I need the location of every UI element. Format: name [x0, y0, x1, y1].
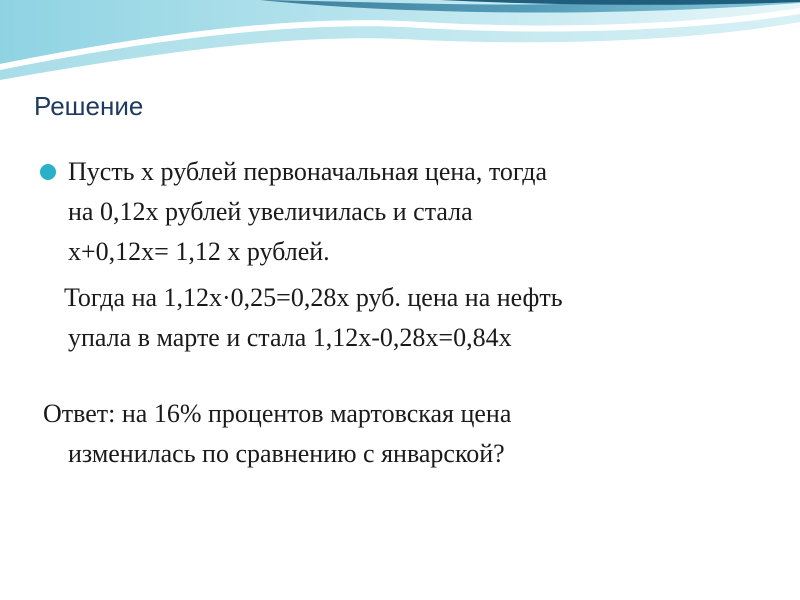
bullet-line: Пусть х рублей первоначальная цена, тогда [68, 157, 547, 186]
bullet-dot-icon [40, 164, 56, 180]
slide-title: Решение [34, 91, 144, 121]
answer-paragraph [34, 394, 764, 474]
answer-line: изменилась по сравнению с январской? [68, 439, 505, 468]
bullet-line: х+0,12х= 1,12 х рублей. [68, 237, 330, 266]
slide-content [34, 152, 764, 474]
wave-header-decoration [0, 0, 800, 85]
solution-line: упала в марте и стала 1,12х-0,28х=0,84х [68, 323, 512, 352]
bullet-paragraph [34, 152, 764, 272]
answer-line: Ответ: на 16% процентов мартовская цена [43, 399, 512, 428]
bullet-line: на 0,12х рублей увеличилась и стала [68, 197, 473, 226]
solution-line: Тогда на 1,12х·0,25=0,28х руб. цена на нефть [64, 283, 563, 312]
solution-paragraph [34, 278, 764, 358]
